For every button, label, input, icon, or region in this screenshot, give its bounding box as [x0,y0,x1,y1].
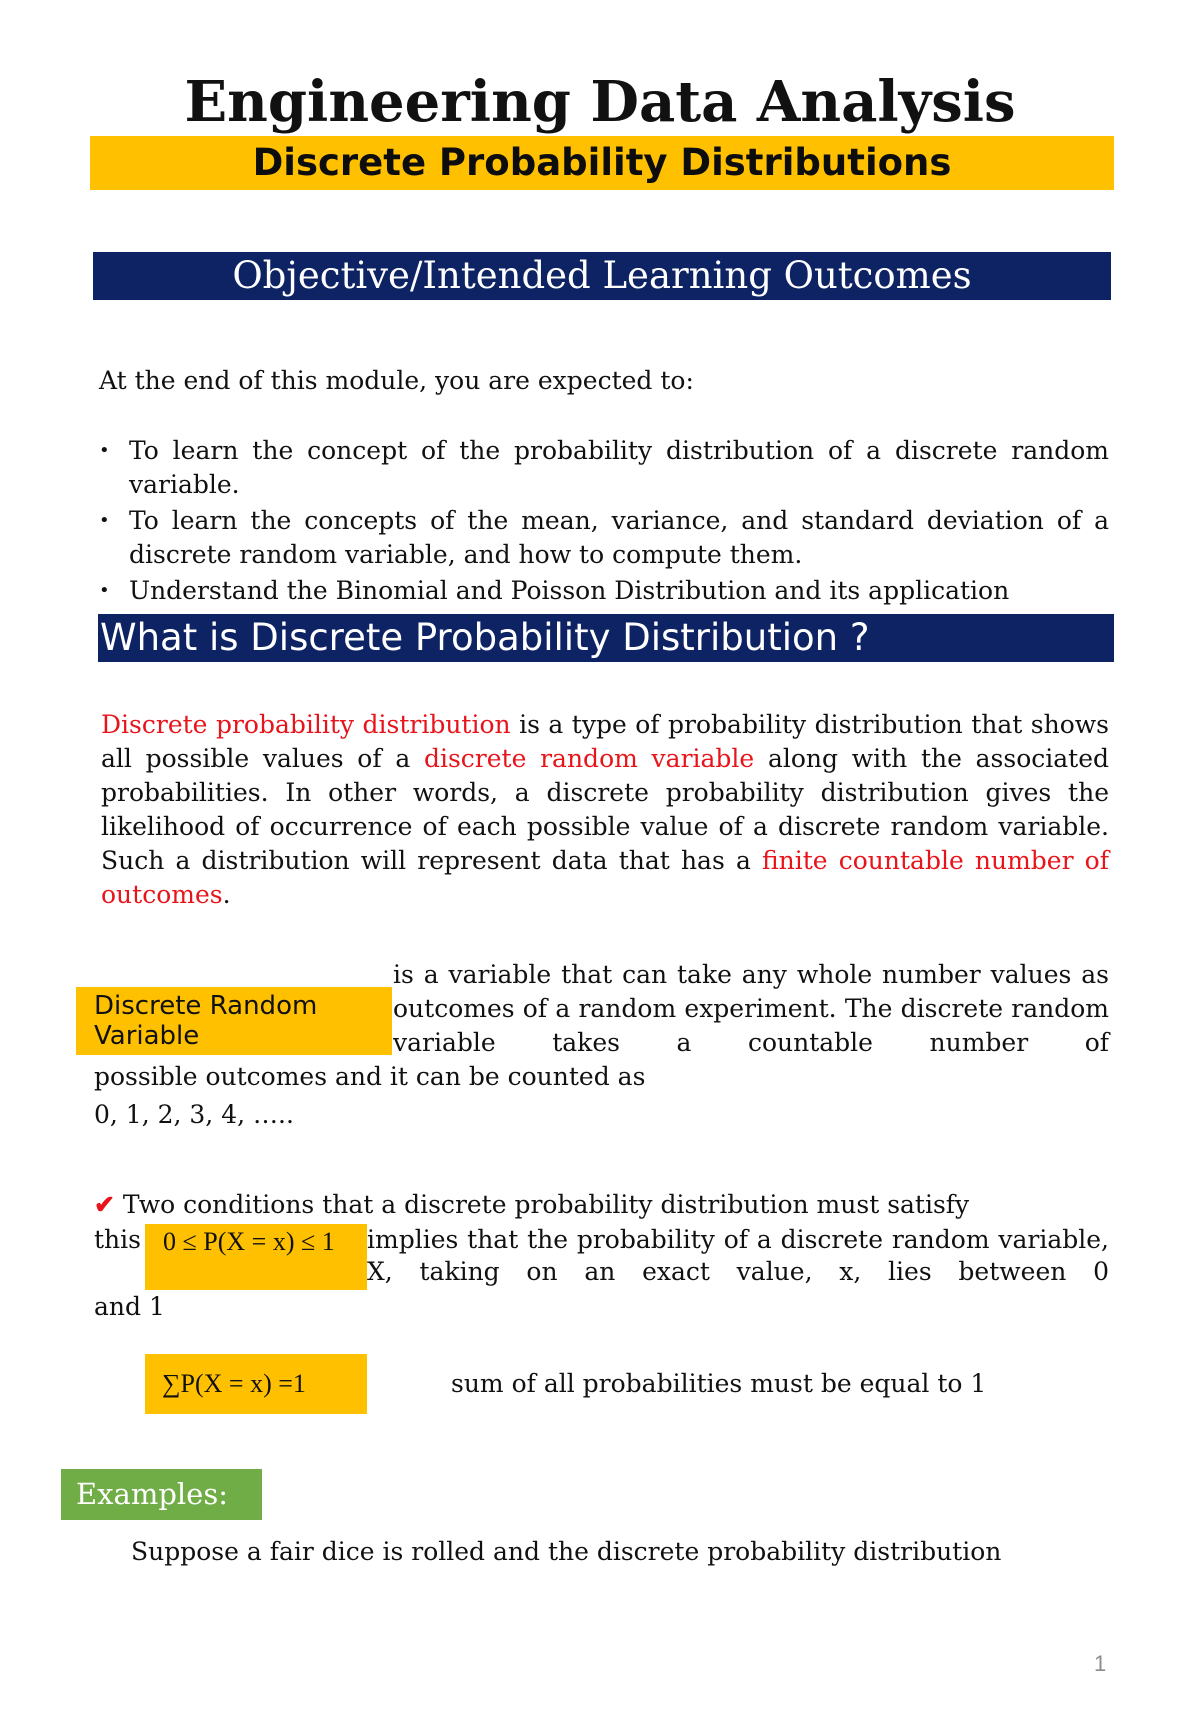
condition1-this: this [94,1225,141,1254]
condition1-text: implies that the probability of a discrete random variable, X, taking on an exact value, x, lies between 0 [367,1225,1109,1286]
definition-paragraph [101,708,1109,912]
section-heading: What is Discrete Probability Distribution ? [98,614,1114,662]
page-number: 1 [1094,1651,1107,1676]
example-text: Suppose a fair dice is rolled and the discrete probability distribution [131,1537,1002,1566]
examples-label: Examples: [61,1469,262,1520]
objectives-intro: At the end of this module, you are expected to: [99,366,694,395]
discrete-random-variable-text: is a variable that can take any whole number values as outcomes of a random experiment. The discrete random variable takes a countable number of [393,960,1109,1057]
condition1-end: and 1 [94,1292,165,1321]
definition-text: along with the associated probabilities. In other words, a discrete probability distribution gives the likelihood of occurrence of each possible value of a discrete random variable. Such a distribution will represent data that has a [101,744,1109,875]
conditions-heading-text: Two conditions that a discrete probability distribution must satisfy [122,1190,970,1219]
check-mark-icon: ✔ [94,1190,115,1219]
conditions-heading [94,1188,969,1222]
objective-item: • To learn the concepts of the mean, variance, and standard deviation of a discrete random variable, and how to compute them. [99,504,1109,572]
objective-item: • To learn the concept of the probability distribution of a discrete random variable. [99,434,1109,502]
term-finite-countable-outcomes: finite countable number of outcomes [101,846,1109,909]
condition2-formula: ∑P(X = x) =1 [145,1354,367,1414]
countable-values: 0, 1, 2, 3, 4, ….. [94,1100,294,1129]
discrete-random-variable-label: Discrete Random Variable [76,987,392,1055]
discrete-random-variable-text-cont: possible outcomes and it can be counted as [94,1062,646,1091]
objective-item: • Understand the Binomial and Poisson Distribution and its application [99,574,1109,608]
objectives-heading: Objective/Intended Learning Outcomes [93,252,1111,300]
objectives-list [99,434,1109,610]
condition2-text: sum of all probabilities must be equal to 1 [451,1369,987,1398]
definition-text: is a type of probability distribution that shows all possible values of a [101,710,1109,773]
document-title: Engineering Data Analysis [184,69,1016,135]
definition-text: . [222,880,231,909]
document-subtitle: Discrete Probability Distributions [90,136,1114,190]
condition1-formula: 0 ≤ P(X = x) ≤ 1 [145,1224,367,1290]
term-discrete-probability-distribution: Discrete probability distribution [101,710,511,739]
term-discrete-random-variable: discrete random variable [423,744,755,773]
